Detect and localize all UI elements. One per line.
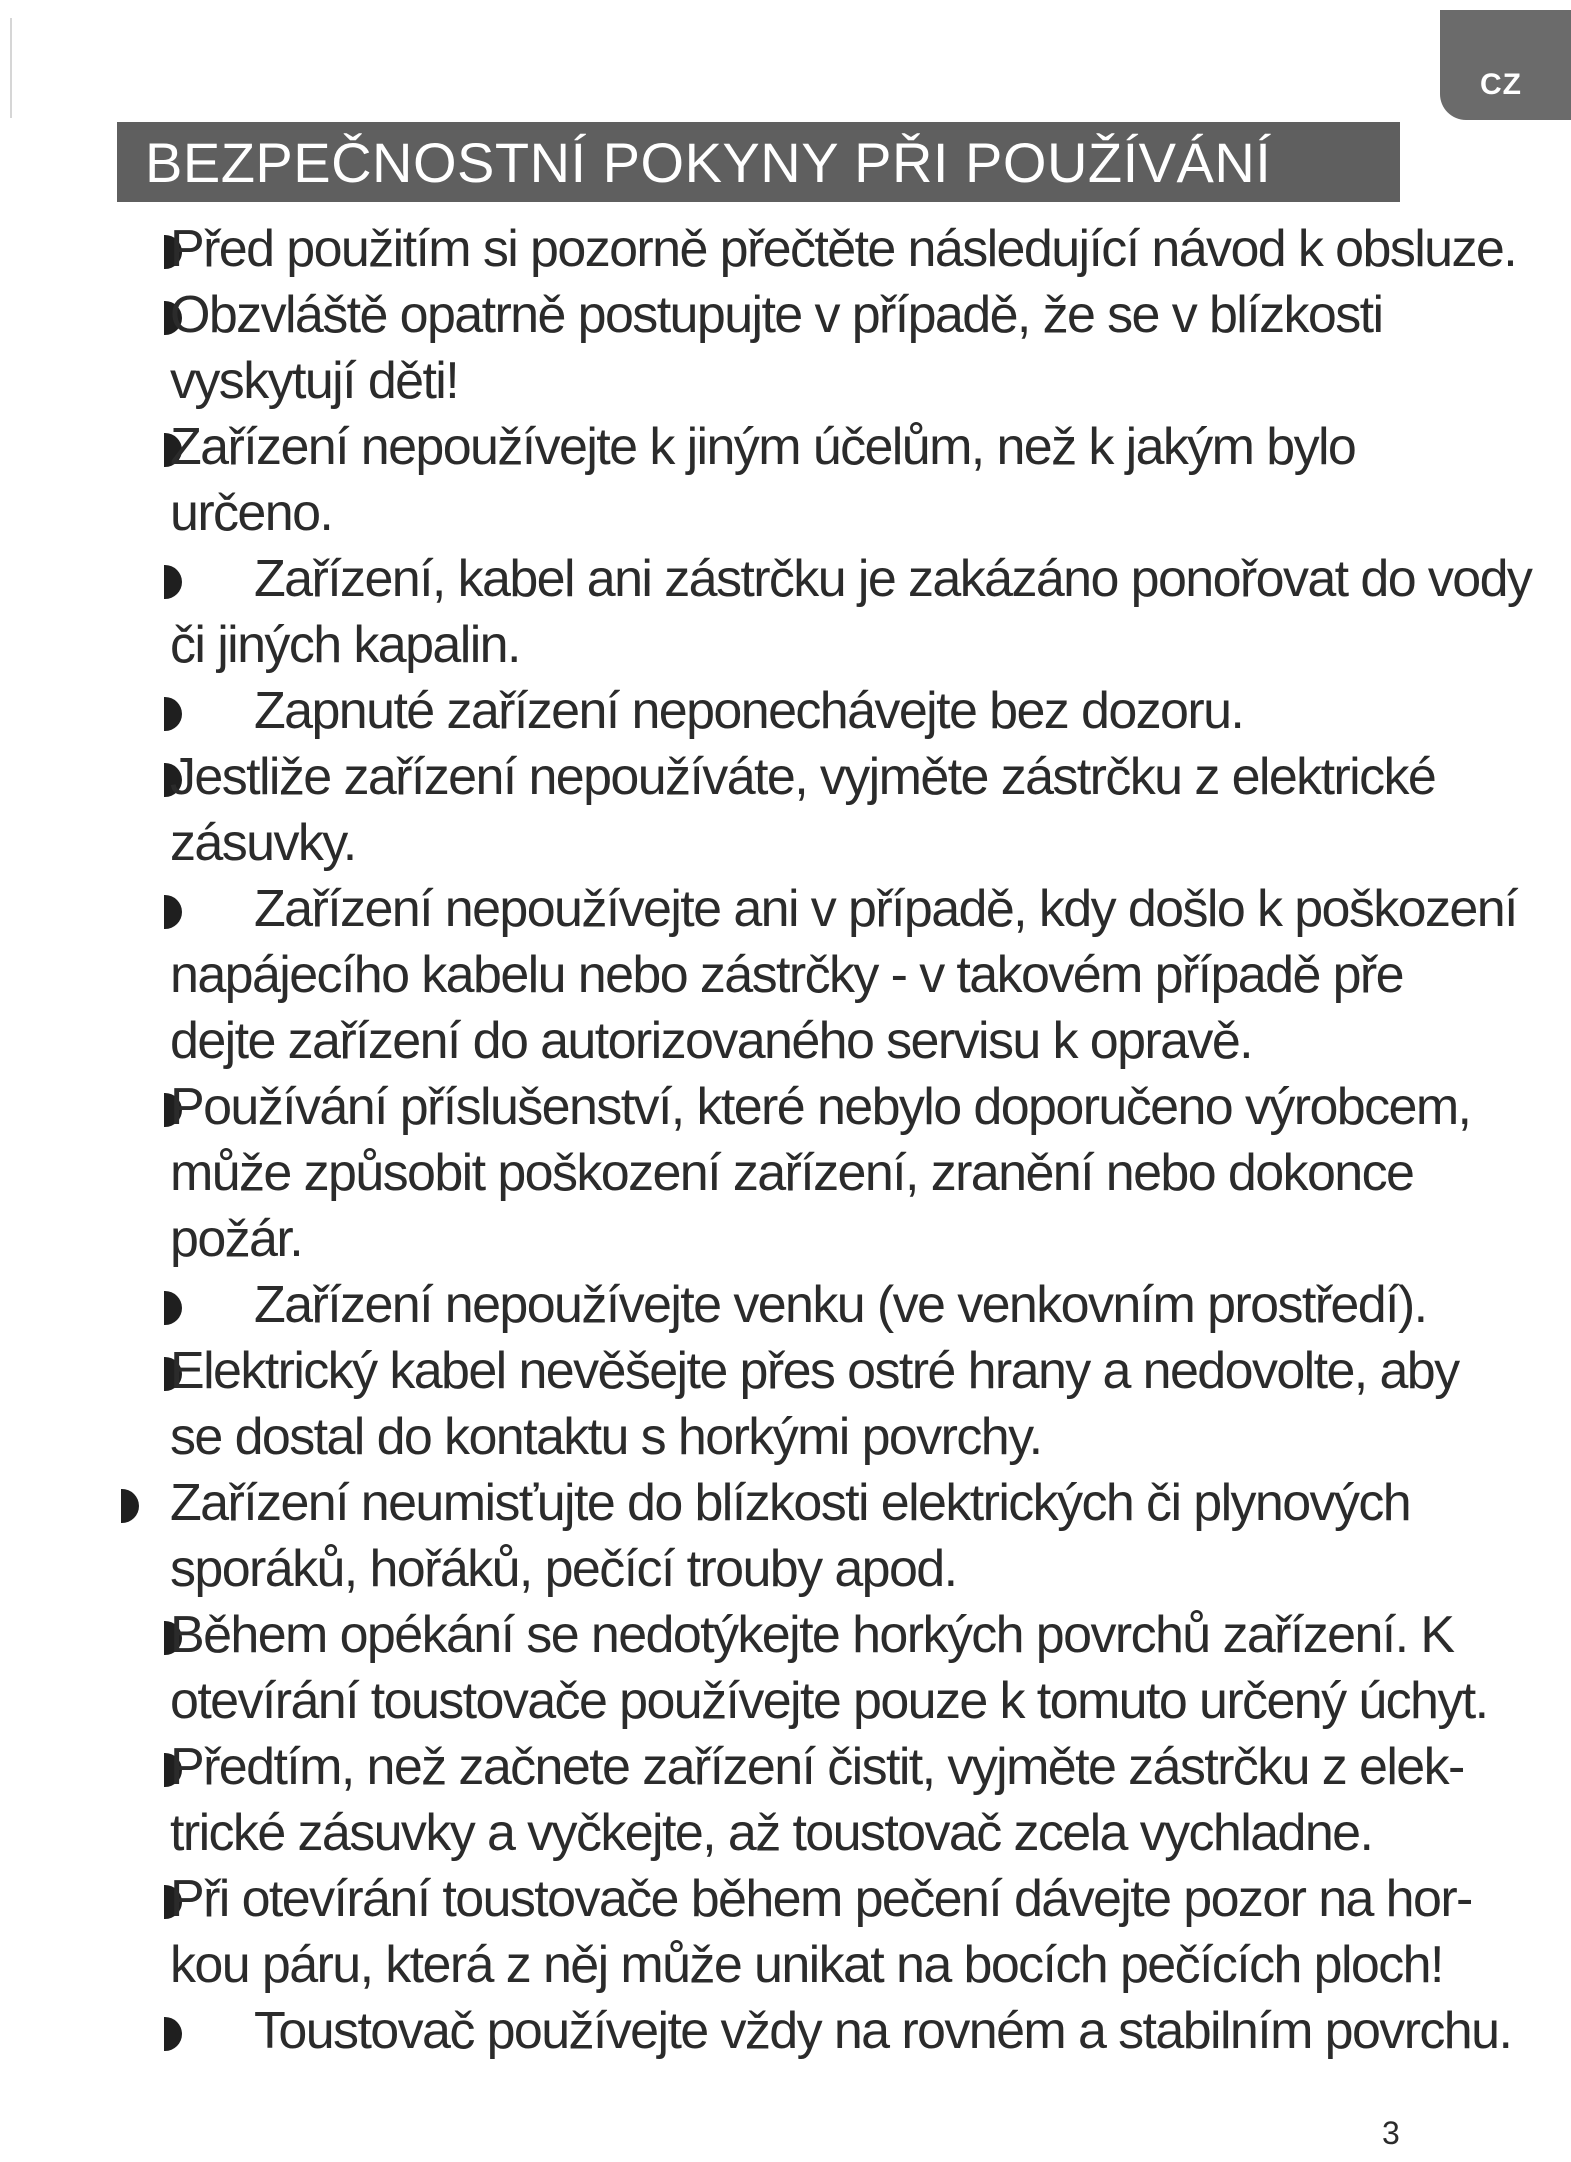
list-item bbox=[0, 282, 1571, 348]
list-item-continuation bbox=[0, 1536, 1571, 1602]
item-line: Předtím, než začnete zařízení čistit, vyjměte zástrčku z elek- bbox=[170, 1738, 1464, 1796]
list-item bbox=[0, 1074, 1571, 1140]
item-line: Během opékání se nedotýkejte horkých povrchů zařízení. K bbox=[170, 1606, 1454, 1664]
item-line: Zařízení nepoužívejte k jiným účelům, než k jakým bylo bbox=[170, 418, 1356, 476]
section-heading: BEZPEČNOSTNÍ POKYNY PŘI POUŽÍVÁNÍ bbox=[145, 131, 1272, 194]
page-number: 3 bbox=[1382, 2115, 1400, 2151]
list-item-continuation bbox=[0, 942, 1571, 1008]
list-item-continuation bbox=[0, 1140, 1571, 1206]
list-item bbox=[0, 1470, 1571, 1536]
half-circle-bullet-icon bbox=[121, 1489, 139, 1523]
half-circle-bullet-icon bbox=[164, 565, 182, 599]
list-item-continuation bbox=[0, 1206, 1571, 1272]
list-item bbox=[0, 1998, 1571, 2064]
item-line: napájecího kabelu nebo zástrčky - v takovém případě pře bbox=[170, 946, 1403, 1004]
item-line: vyskytují děti! bbox=[170, 352, 459, 410]
item-line: otevírání toustovače používejte pouze k tomuto určený úchyt. bbox=[170, 1672, 1488, 1730]
item-line: určeno. bbox=[170, 484, 333, 542]
item-line: dejte zařízení do autorizovaného servisu k opravě. bbox=[170, 1012, 1253, 1070]
list-item bbox=[0, 1734, 1571, 1800]
list-item bbox=[0, 876, 1571, 942]
list-item bbox=[0, 1866, 1571, 1932]
list-item bbox=[0, 678, 1571, 744]
item-line: kou páru, která z něj může unikat na bocích pečících ploch! bbox=[170, 1936, 1443, 1994]
item-line: Zapnuté zařízení neponechávejte bez dozoru. bbox=[254, 682, 1244, 740]
item-line: požár. bbox=[170, 1210, 303, 1268]
item-line: Používání příslušenství, které nebylo doporučeno výrobcem, bbox=[170, 1078, 1471, 1136]
half-circle-bullet-icon bbox=[164, 697, 182, 731]
half-circle-bullet-icon bbox=[164, 895, 182, 929]
item-line: Jestliže zařízení nepoužíváte, vyjměte zástrčku z elektrické bbox=[170, 748, 1436, 806]
list-item-continuation bbox=[0, 348, 1571, 414]
item-line: Při otevírání toustovače během pečení dávejte pozor na hor- bbox=[170, 1870, 1472, 1928]
list-item-continuation bbox=[0, 1932, 1571, 1998]
item-line: či jiných kapalin. bbox=[170, 616, 520, 674]
half-circle-bullet-icon bbox=[164, 2017, 182, 2051]
item-line: Zařízení neumisťujte do blízkosti elektrických či plynových bbox=[170, 1474, 1411, 1532]
item-line: může způsobit poškození zařízení, zranění nebo dokonce bbox=[170, 1144, 1414, 1202]
list-item bbox=[0, 414, 1571, 480]
list-item-continuation bbox=[0, 810, 1571, 876]
language-tab-label: CZ bbox=[1480, 68, 1522, 101]
list-item bbox=[0, 546, 1571, 612]
list-item-continuation bbox=[0, 612, 1571, 678]
list-item bbox=[0, 1338, 1571, 1404]
list-item bbox=[0, 744, 1571, 810]
item-line: Zařízení nepoužívejte ani v případě, kdy došlo k poškození bbox=[254, 880, 1517, 938]
list-item bbox=[0, 1602, 1571, 1668]
item-line: se dostal do kontaktu s horkými povrchy. bbox=[170, 1408, 1042, 1466]
item-line: Obzvláště opatrně postupujte v případě, že se v blízkosti bbox=[170, 286, 1383, 344]
item-line: Zařízení, kabel ani zástrčku je zakázáno ponořovat do vody bbox=[254, 550, 1532, 608]
list-item-continuation bbox=[0, 480, 1571, 546]
item-line: sporáků, hořáků, pečící trouby apod. bbox=[170, 1540, 957, 1598]
item-line: Elektrický kabel nevěšejte přes ostré hrany a nedovolte, aby bbox=[170, 1342, 1459, 1400]
item-line: Před použitím si pozorně přečtěte následující návod k obsluze. bbox=[170, 220, 1517, 278]
list-item bbox=[0, 1272, 1571, 1338]
list-item-continuation bbox=[0, 1008, 1571, 1074]
item-line: trické zásuvky a vyčkejte, až toustovač zcela vychladne. bbox=[170, 1804, 1373, 1862]
list-item-continuation bbox=[0, 1800, 1571, 1866]
list-item-continuation bbox=[0, 1668, 1571, 1734]
half-circle-bullet-icon bbox=[164, 1291, 182, 1325]
item-line: Zařízení nepoužívejte venku (ve venkovním prostředí). bbox=[254, 1276, 1427, 1334]
item-line: zásuvky. bbox=[170, 814, 356, 872]
item-line: Toustovač používejte vždy na rovném a stabilním povrchu. bbox=[254, 2002, 1512, 2060]
list-item-continuation bbox=[0, 1404, 1571, 1470]
list-item bbox=[0, 216, 1571, 282]
